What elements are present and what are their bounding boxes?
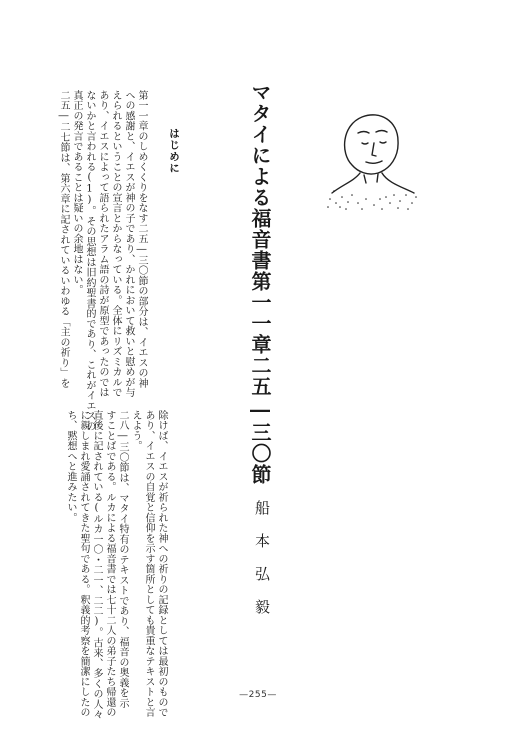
text-line: すことばである。ルカによる福音書では七十二人の弟子たち帰還の (104, 410, 115, 718)
text-line: 二五―二七節は、第六章に記されているいわゆる「主の祈り」を (58, 90, 69, 389)
article-title: マタイによる福音書第一一章二五―三〇節 (248, 82, 272, 485)
text-line: えられるということの宣言とからなっている。全体にリズミカルで (110, 90, 121, 398)
text-line: えよう。 (130, 410, 141, 451)
text-line: あり、イエスによって語られたアラム語の詩が原型であったのでは (97, 90, 108, 398)
text-line: 真正の発言であることは疑いの余地はない。 (71, 90, 82, 295)
face-sketch-illustration (322, 103, 420, 213)
text-line: 二八―三〇節は、マタイ特有のテキストであり、福音の奥義を示 (117, 410, 128, 709)
section-heading: はじめに (168, 128, 180, 174)
text-line: への感謝と、イエスが神の子であり、かれにおいて救いと慰めが与 (123, 90, 134, 398)
text-line: 除けば、イエスが祈られた神への祈りの記録としては最初のもので (156, 410, 167, 718)
page-number: —255— (239, 690, 277, 700)
text-line: ち、黙想へと進みたい。 (65, 410, 76, 523)
body-text-lower (64, 410, 168, 720)
text-line: あり、イエスの自覚と信仰を示す箇所としても貴重なテキストと言 (143, 410, 154, 718)
text-line: 直後に記されている(ルカ一〇・二一、二二)。古来、多くの人々 (91, 410, 102, 720)
text-line: 第一一章のしめくくりをなす二五―三〇節の部分は、イエスの神 (136, 90, 147, 389)
text-line: ないかと言われる(1)。その思想は旧約聖書的であり、これがイエスの (84, 90, 95, 432)
author-name: 船本弘毅 (253, 500, 271, 632)
text-line: に親しまれ愛誦されてきた聖句である。釈義的考察を簡潔にしたの (78, 410, 89, 718)
